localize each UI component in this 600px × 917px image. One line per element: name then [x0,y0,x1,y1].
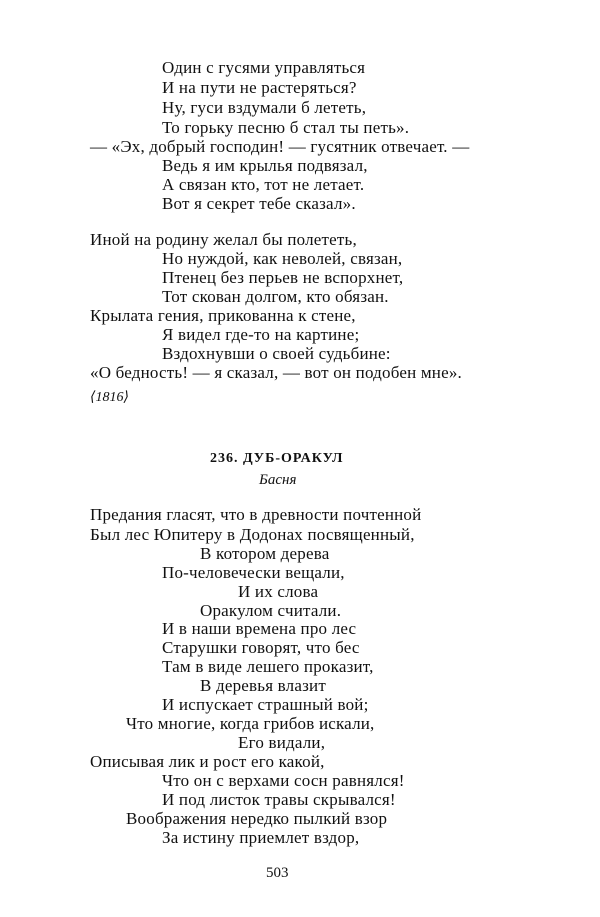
poem-line: Иной на родину желал бы полететь, [90,230,357,249]
poem-line: В котором дерева [200,544,330,563]
poem-line: — «Эх, добрый господин! — гусятник отвечает. — [90,137,470,156]
poem-line: Птенец без перьев не вспорхнет, [162,268,404,287]
poem-line: А связан кто, тот не летает. [162,175,365,194]
poem-line: То горьку песню б стал ты петь». [162,118,410,137]
poem-date: ⟨1816⟩ [90,390,129,405]
poem-subtitle: Басня [259,472,297,488]
poem-line: Воображения нередко пылкий взор [126,809,388,828]
poem-line: И их слова [238,582,319,601]
poem-title: 236. ДУБ-ОРАКУЛ [210,451,344,466]
poem-line: Оракулом считали. [200,601,342,620]
poem-line: Там в виде лешего проказит, [162,657,374,676]
poem-line: Крылата гения, прикованна к стене, [90,306,356,325]
poem-line: Что он с верхами сосн равнялся! [162,771,405,790]
poem-line: И под листок травы скрывался! [162,790,396,809]
poem-line: По-человечески вещали, [162,563,345,582]
poem-line: И в наши времена про лес [162,619,357,638]
poem-line: Но нуждой, как неволей, связан, [162,249,403,268]
poem-line: Ведь я им крылья подвязал, [162,156,368,175]
poem-line: За истину приемлет вздор, [162,828,360,847]
poem-line: В деревья влазит [200,676,326,695]
poem-line: Ну, гуси вздумали б лететь, [162,98,367,117]
poem-line: Описывая лик и рост его какой, [90,752,325,771]
poem-line: Я видел где-то на картине; [162,325,360,344]
poem-line: Что многие, когда грибов искали, [126,714,375,733]
poem-line: Был лес Юпитеру в Додонах посвященный, [90,525,415,544]
poem-line: Вот я секрет тебе сказал». [162,194,356,213]
poem-line: И испускает страшный вой; [162,695,369,714]
poem-line: Один с гусями управляться [162,58,366,77]
poem-line: И на пути не растеряться? [162,78,357,97]
poem-line: Предания гласят, что в древности почтенной [90,505,422,524]
poem-line: Его видали, [238,733,326,752]
poem-line: Старушки говорят, что бес [162,638,360,657]
page-number: 503 [266,865,289,881]
poem-line: Вздохнувши о своей судьбине: [162,344,391,363]
poem-line: Тот скован долгом, кто обязан. [162,287,389,306]
poem-line: «О бедность! — я сказал, — вот он подобен мне». [90,363,462,382]
